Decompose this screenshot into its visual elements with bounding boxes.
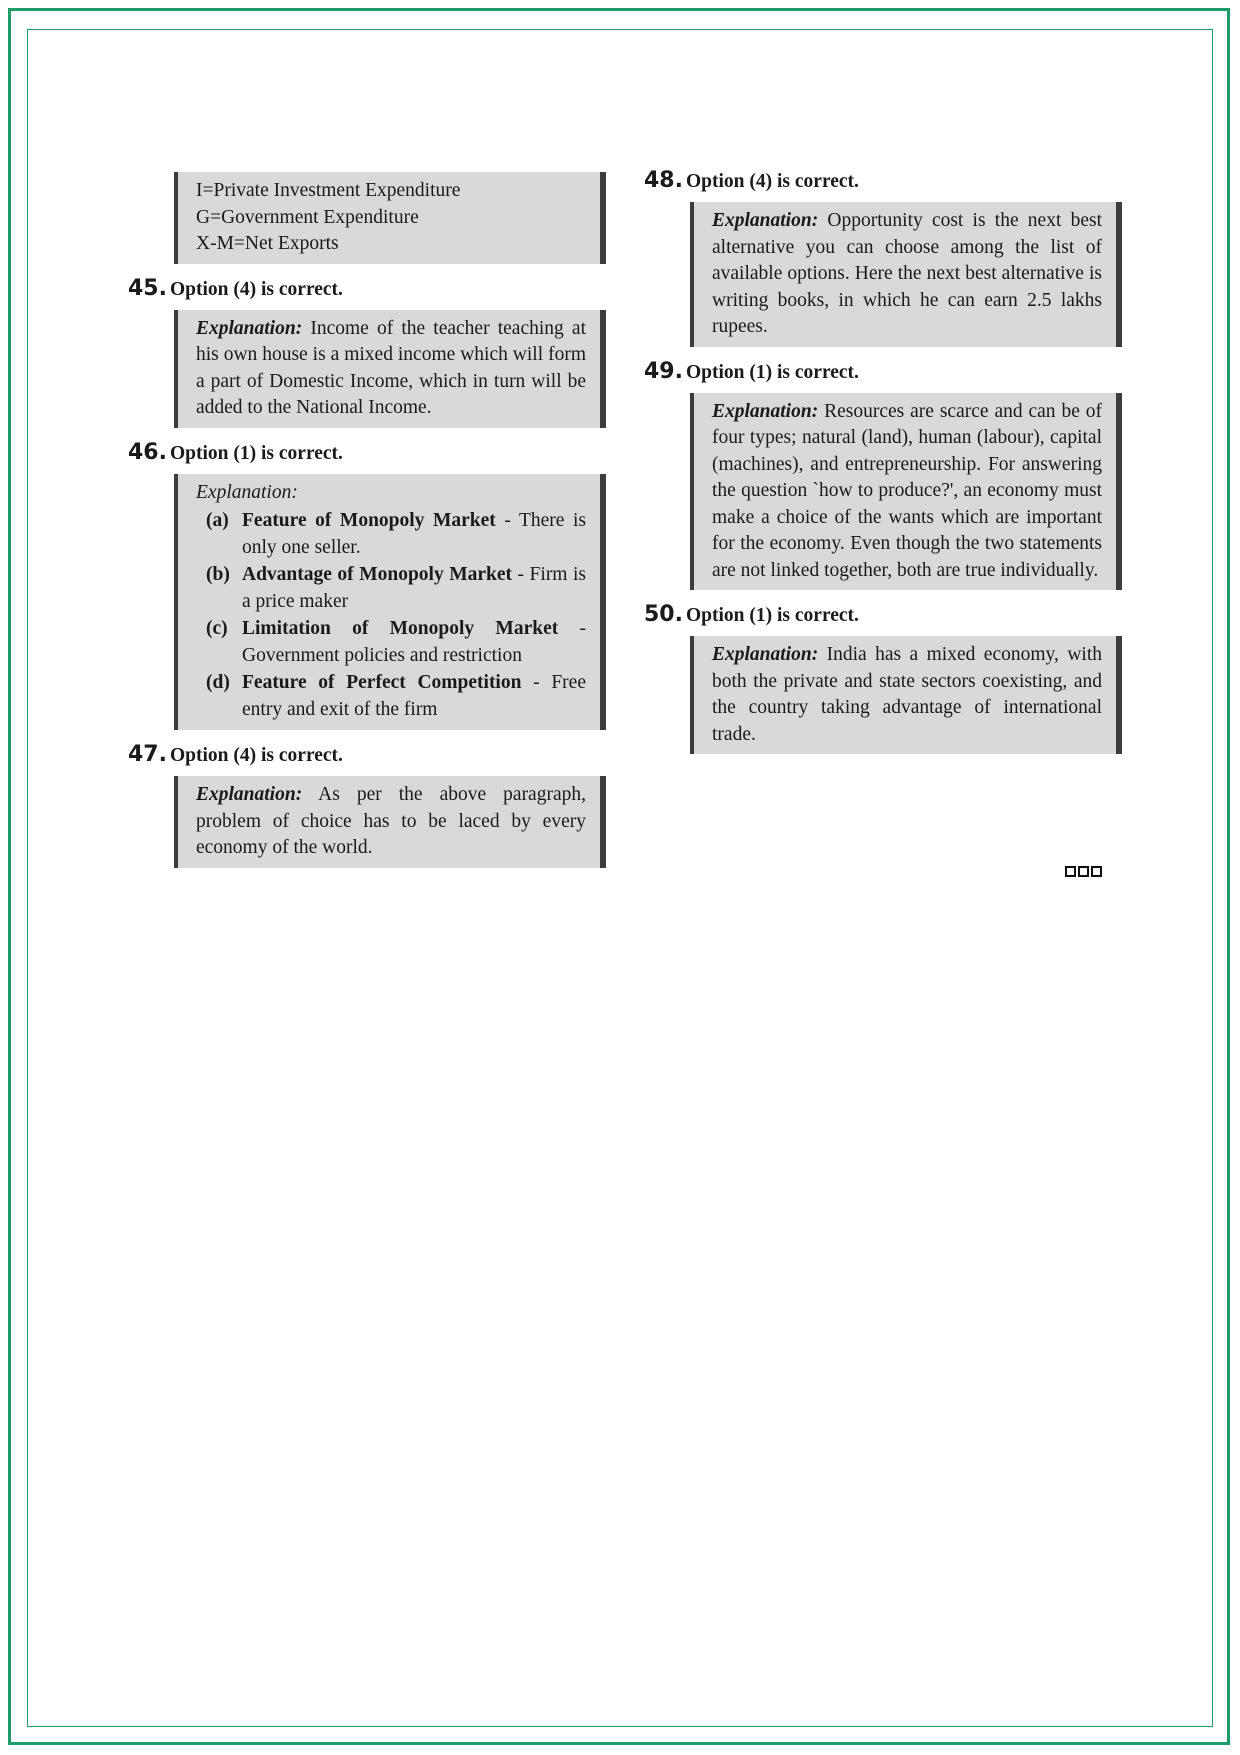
legend-line-g: G=Government Expenditure [196, 206, 419, 228]
end-square-icon [1078, 866, 1089, 877]
item-text: - Government policies and restriction [242, 618, 586, 666]
answer-statement: Option (1) is correct. [686, 605, 859, 626]
answer-statement: Option (1) is correct. [686, 361, 859, 383]
question-49-explanation [690, 393, 1122, 591]
explanation-label: Explanation: [196, 317, 303, 339]
item-title: Feature of Perfect Competition [242, 672, 522, 693]
question-number: 46. [128, 439, 167, 465]
question-number: 45. [128, 275, 167, 301]
item-marker: (c) [206, 618, 228, 639]
question-45-header [128, 276, 608, 301]
explanation-label: Explanation: [712, 644, 819, 665]
question-47-explanation [174, 776, 606, 868]
answer-statement: Option (4) is correct. [170, 278, 343, 300]
item-title: Feature of Monopoly Market [242, 510, 496, 531]
explanation-label: Explanation: [712, 400, 819, 422]
explanation-text: India has a mixed economy, with both the private and state sectors coexisting, and the country taking advantage of international trade. [712, 644, 1102, 745]
explanation-text: Resources are scarce and can be of four types; natural (land), human (labour), capital (machines), and entrepreneurship. For answering the question `how to produce?', an economy must make a choice of the wants which are important for the economy. Even though the two statements are not linked together, both are true individually. [712, 400, 1102, 581]
answer-statement: Option (1) is correct. [170, 442, 343, 464]
explanation-label: Explanation: [196, 784, 303, 805]
list-item [196, 670, 586, 723]
question-46-header [128, 440, 608, 465]
question-number: 47. [128, 742, 167, 767]
question-48-explanation [690, 202, 1122, 347]
question-number: 49. [644, 358, 683, 384]
question-50-explanation [690, 636, 1122, 754]
explanation-text: As per the above paragraph, problem of choice has to be laced by every economy of the world. [196, 784, 586, 858]
item-marker: (b) [206, 564, 230, 585]
explanation-list [196, 508, 586, 723]
answer-statement: Option (4) is correct. [686, 171, 859, 192]
list-item [196, 508, 586, 561]
question-48-header [644, 168, 1124, 193]
item-text: - Free entry and exit of the firm [242, 672, 586, 720]
item-text: - Firm is a price maker [242, 564, 586, 612]
end-square-icon [1091, 866, 1102, 877]
question-45-explanation [174, 310, 606, 428]
formula-legend-box [174, 172, 606, 264]
explanation-label: Explanation: [712, 210, 819, 231]
end-square-icon [1065, 866, 1076, 877]
explanation-text: Income of the teacher teaching at his own house is a mixed income which will form a part of Domestic Income, which in turn will be added to the National Income. [196, 317, 586, 418]
question-49-header [644, 359, 1124, 384]
left-column [128, 172, 608, 868]
question-47-header [128, 742, 608, 767]
list-item [196, 562, 586, 615]
right-column [644, 168, 1124, 754]
end-of-section-mark [1065, 866, 1102, 877]
item-marker: (a) [206, 510, 229, 531]
item-title: Advantage of Monopoly Market [242, 564, 513, 585]
item-title: Limitation of Monopoly Market [242, 618, 559, 639]
answer-statement: Option (4) is correct. [170, 745, 343, 766]
legend-line-xm: X-M=Net Exports [196, 233, 339, 254]
question-number: 48. [644, 168, 683, 193]
list-item [196, 616, 586, 669]
question-50-header [644, 602, 1124, 627]
legend-line-i: I=Private Investment Expenditure [196, 180, 461, 201]
question-number: 50. [644, 602, 683, 627]
question-46-explanation [174, 474, 606, 731]
item-marker: (d) [206, 672, 230, 693]
explanation-text: Opportunity cost is the next best alternative you can choose among the list of available options. Here the next best alternative is writing books, in which he can earn 2.5 lakhs rupees. [712, 210, 1102, 337]
item-text: - There is only one seller. [242, 510, 586, 558]
explanation-label: Explanation: [196, 481, 298, 503]
